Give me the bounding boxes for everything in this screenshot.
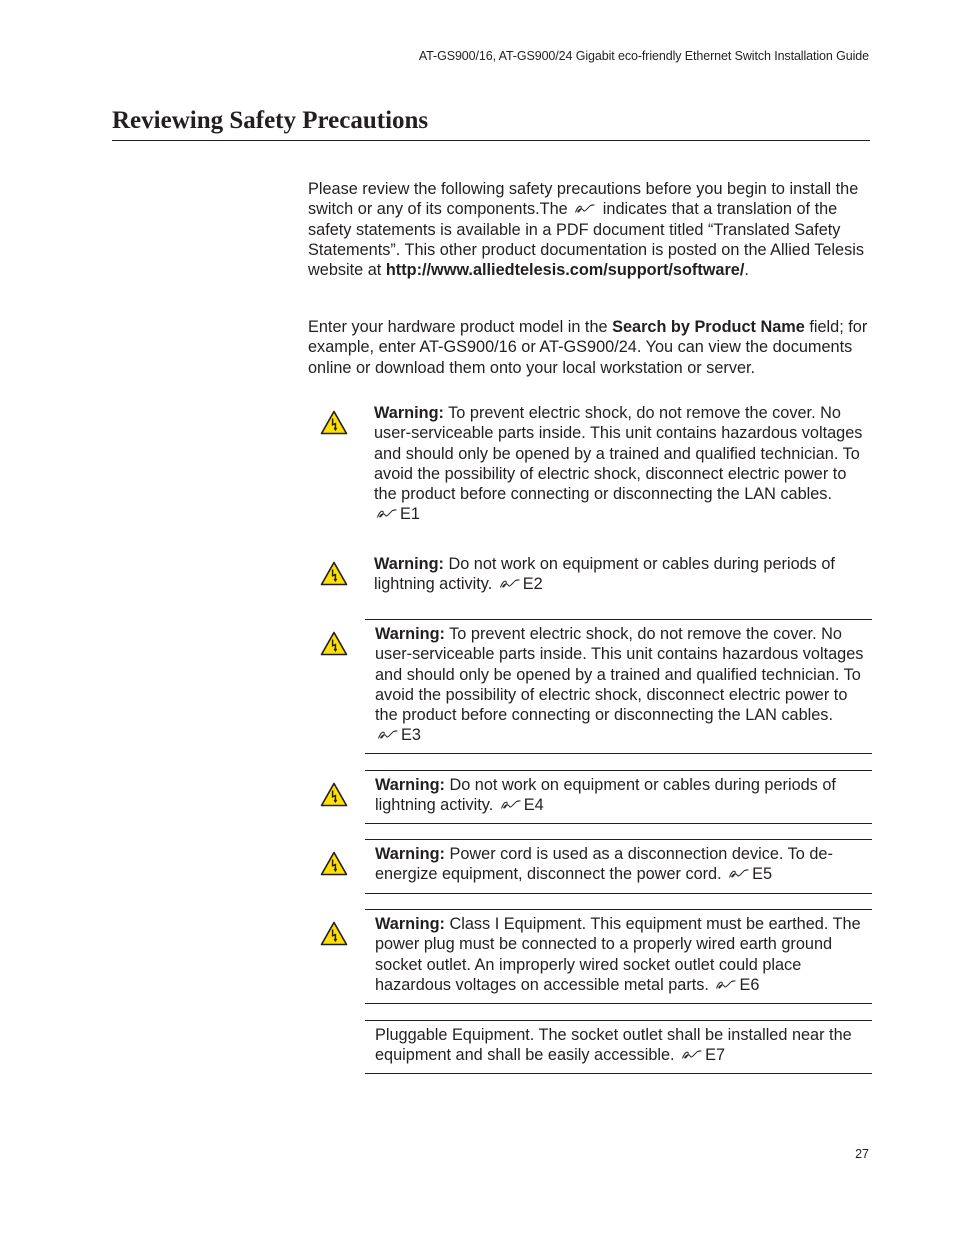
- intro-text-1: Please review the following safety precautions before you begin to install the switch or any of its components.The: [308, 180, 859, 219]
- divider: [365, 839, 872, 840]
- notice-text: Pluggable Equipment. The socket outlet shall be installed near the equipment and shall be easily accessible.: [375, 1026, 852, 1065]
- warning-icon: [320, 561, 348, 586]
- divider: [365, 1003, 872, 1004]
- translation-icon: [728, 868, 750, 879]
- warning-icon: [320, 410, 348, 435]
- section-title: Reviewing Safety Precautions: [112, 107, 429, 134]
- notice-e7: [375, 1025, 865, 1066]
- warning-text: To prevent electric shock, do not remove the cover. No user-serviceable parts inside. This unit contains hazardous voltages and should only be opened by a trained and qualified technician. To avoid the possibility of electric shock, disconnect electric power to the product before connecting or disconnecting the LAN cables.: [374, 404, 863, 504]
- intro-text-2: indicates that a translation of the safety statements is available in a PDF document titled “Translated Safety Statements”. This other product documentation is posted on the Allied Telesis website at: [308, 200, 864, 280]
- warning-code: E2: [522, 575, 543, 594]
- running-header: AT-GS900/16, AT-GS900/24 Gigabit eco-friendly Ethernet Switch Installation Guide: [418, 49, 869, 63]
- translation-icon: [574, 203, 596, 214]
- warning-code: E1: [400, 505, 420, 524]
- divider: [365, 909, 872, 910]
- warning-label: Warning:: [375, 845, 445, 863]
- instruction-text-1: Enter your hardware product model in the: [308, 318, 608, 336]
- divider: [365, 1020, 872, 1021]
- warning-code: E4: [523, 796, 544, 815]
- warning-e4: [375, 775, 865, 816]
- divider: [365, 823, 872, 824]
- warning-icon: [320, 851, 348, 876]
- support-url-link[interactable]: http://www.alliedtelesis.com/support/software/: [385, 261, 745, 280]
- search-field-name: Search by Product Name: [612, 318, 805, 336]
- warning-text: Do not work on equipment or cables during periods of lightning activity.: [375, 776, 836, 815]
- translation-icon: [500, 799, 522, 810]
- warning-text: Power cord is used as a disconnection device. To de-energize equipment, disconnect the power cord.: [375, 845, 833, 884]
- title-rule: [112, 140, 870, 141]
- warning-text: Class I Equipment. This equipment must be earthed. The power plug must be connected to a properly wired earth ground socket outlet. An improperly wired socket outlet could place hazardous voltages on accessible metal parts.: [375, 915, 861, 994]
- divider: [365, 893, 872, 894]
- instruction-text-2: field; for example, enter AT-GS900/16 or AT-GS900/24. You can view the documents online or download them onto your local workstation or server.: [308, 318, 868, 377]
- intro-text-end: .: [744, 261, 749, 280]
- divider: [365, 619, 872, 620]
- translation-icon: [715, 979, 737, 990]
- warning-label: Warning:: [375, 625, 445, 643]
- warning-label: Warning:: [374, 404, 444, 422]
- warning-e6: [375, 914, 865, 995]
- warning-e5: [375, 844, 865, 885]
- warning-text: Do not work on equipment or cables during periods of lightning activity.: [374, 555, 835, 594]
- translation-icon: [377, 729, 399, 740]
- notice-code: E7: [705, 1046, 726, 1065]
- warning-label: Warning:: [375, 776, 445, 794]
- warning-icon: [320, 921, 348, 946]
- warning-e2: [374, 554, 864, 595]
- warning-code: E3: [401, 726, 421, 745]
- warning-code: E6: [739, 975, 760, 994]
- warning-label: Warning:: [374, 555, 444, 573]
- page-number: 27: [855, 1147, 869, 1161]
- translation-icon: [499, 578, 521, 589]
- translation-icon: [376, 508, 398, 519]
- instruction-paragraph: [308, 317, 874, 378]
- intro-paragraph: [308, 179, 874, 280]
- warning-text: To prevent electric shock, do not remove the cover. No user-serviceable parts inside. This unit contains hazardous voltages and should only be opened by a trained and qualified technician. To avoid the possibility of electric shock, disconnect electric power to the product before connecting or disconnecting the LAN cables.: [375, 625, 864, 725]
- translation-icon: [681, 1049, 703, 1060]
- warning-icon: [320, 782, 348, 807]
- warning-code: E5: [752, 865, 773, 884]
- warning-label: Warning:: [375, 915, 445, 933]
- warning-e3: [375, 624, 865, 746]
- warning-e1: [374, 403, 864, 525]
- warning-icon: [320, 631, 348, 656]
- divider: [365, 753, 872, 754]
- divider: [365, 770, 872, 771]
- divider: [365, 1073, 872, 1074]
